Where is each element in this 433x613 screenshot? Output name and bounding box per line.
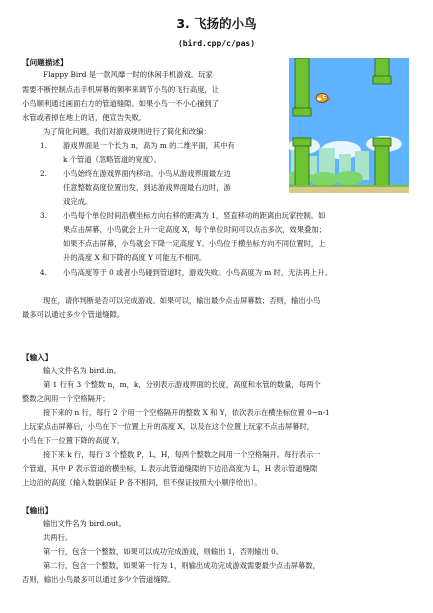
intro-line: 需要不断控制点击手机屏幕的频率来调节小鸟的飞行高度，让 <box>22 85 220 94</box>
ground <box>289 186 409 193</box>
rule-line: k 个管道（忽略管道的宽度）。 <box>63 155 161 164</box>
rule-line: 如果不点击屏幕，小鸟就会下降一定高度 Y。小鸟位于横坐标方向不同位置时，上 <box>63 239 326 248</box>
output-line: 输出文件名为 bird.out。 <box>43 519 126 528</box>
input-line: 上边沿的高度（输入数据保证 P 各不相同，但不保证按照大小顺序给出）。 <box>22 478 262 487</box>
input-line: 第 1 行有 3 个整数 n，m，k，分别表示游戏界面的长度，高度和水管的数量，每两个 <box>43 380 321 389</box>
input-line: 整数之间用一个空格隔开； <box>22 394 110 403</box>
intro-line: 水管或者掉在地上的话，便宣告失败。 <box>22 113 147 122</box>
output-line: 第二行，包含一个整数，如果第一行为 1，则输出成功完成游戏需要最少点击屏幕数， <box>43 561 320 570</box>
rule-line: 戏完成。 <box>63 197 93 206</box>
output-line: 否则，输出小鸟最多可以通过多少个管道缝隙。 <box>22 575 176 584</box>
flappy-bird-screenshot <box>289 58 409 193</box>
input-line: 输入文件名为 bird.in。 <box>43 366 121 375</box>
output-heading: 【输出】 <box>22 506 53 515</box>
intro-line: 为了简化问题，我们对游戏规则进行了简化和改编： <box>43 127 211 136</box>
rule-number: 2. <box>40 169 47 178</box>
rule-number: 1. <box>40 141 47 150</box>
output-line: 共两行。 <box>43 533 73 542</box>
page-title: 3. 飞扬的小鸟 <box>176 16 257 31</box>
rule-line: 果点击屏幕，小鸟就会上升一定高度 X，每个单位时间可以点击多次，效果叠加； <box>63 225 326 234</box>
rule-line: 游戏界面是一个长为 n，高为 m 的二维平面，其中有 <box>63 141 235 150</box>
input-line: 个管道，其中 P 表示管道的横坐标，L 表示此管道缝隙的下边沿高度为 L，H 表示管道缝隙 <box>22 464 318 473</box>
rule-number: 4. <box>40 268 47 277</box>
closing-line: 最多可以通过多少个管道缝隙。 <box>22 310 125 319</box>
rule-line: 升的高度 X 和下降的高度 Y 可能互不相同。 <box>63 253 207 262</box>
rule-line: 小鸟始终在游戏界面内移动。小鸟从游戏界面最左边 <box>63 169 231 178</box>
file-subtitle: (bird.cpp/c/pas) <box>177 39 256 48</box>
rule-line: 小鸟每个单位时间沿横坐标方向右移的距离为 1，竖直移动的距离由玩家控制。如 <box>63 211 326 220</box>
closing-line: 现在，请你判断是否可以完成游戏。如果可以，输出最少点击屏幕数；否则，输出小鸟 <box>43 296 321 305</box>
input-line: 上玩家点击屏幕后，小鸟在下一位置上升的高度 X，以及在这个位置上玩家不点击屏幕时， <box>22 422 315 431</box>
intro-line: Flappy Bird 是一款风靡一时的休闲手机游戏。玩家 <box>43 70 213 79</box>
rule-line: 任意整数高度位置出发，到达游戏界面最右边时，游 <box>63 183 231 192</box>
input-line: 接下来 k 行，每行 3 个整数 P，L，H，每两个整数之间用一个空格隔开。每行表示一 <box>43 450 321 459</box>
intro-line: 小鸟顺利通过画面右方的管道缝隙。如果小鸟一不小心撞到了 <box>22 99 220 108</box>
rule-number: 3. <box>40 211 47 220</box>
input-line: 小鸟在下一位置下降的高度 Y。 <box>22 436 124 445</box>
problem-heading: 【问题描述】 <box>22 58 68 67</box>
input-heading: 【输入】 <box>22 353 53 362</box>
output-line: 第一行，包含一个整数，如果可以成功完成游戏，则输出 1，否则输出 0。 <box>43 547 284 556</box>
input-line: 接下来的 n 行，每行 2 个用一个空格隔开的整数 X 和 Y，依次表示在横坐标位置 0~n-1 <box>43 408 330 417</box>
ground-edge <box>289 185 409 187</box>
rule-line: 小鸟高度等于 0 或者小鸟碰到管道时，游戏失败。小鸟高度为 m 时，无法再上升。 <box>63 268 332 277</box>
